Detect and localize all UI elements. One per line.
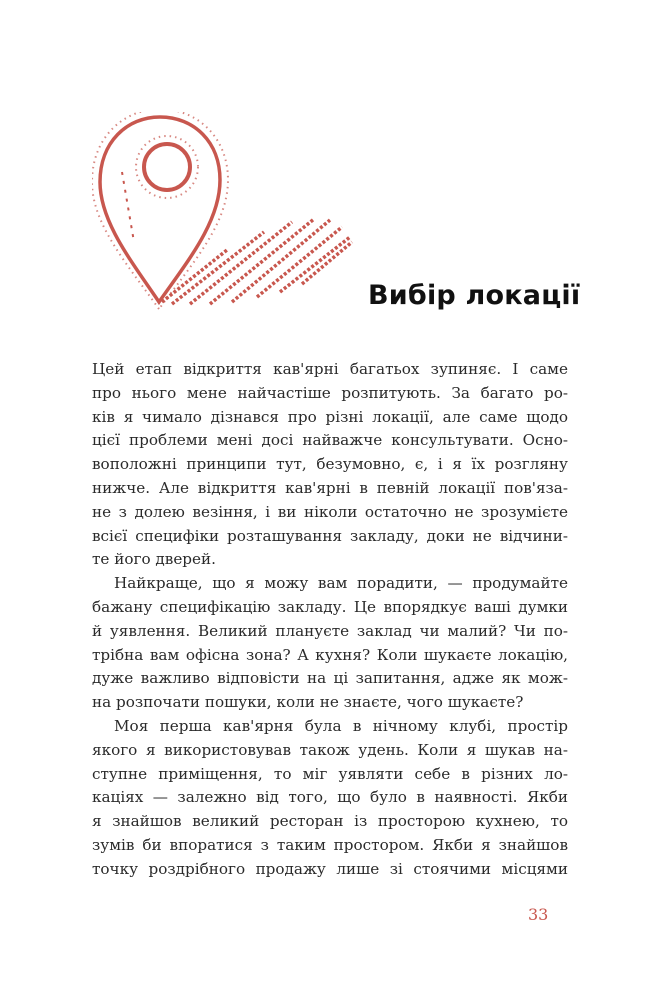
text-line: Моя перша кав'ярня була в нічному клубі, простір	[114, 716, 568, 735]
text-line: на розпочати пошуки, коли не знаєте, чого шукаєте?	[92, 693, 524, 712]
text-line: зумів би впоратися з таким простором. Якби я знайшов	[92, 835, 568, 854]
text-line: каціях — залежно від того, що було в наявності. Якби	[92, 788, 568, 807]
text-line: трібна вам офісна зона? А кухня? Коли шукаєте локацію,	[92, 645, 568, 664]
text-line: те його дверей.	[92, 550, 216, 569]
text-line: нижче. Але відкриття кав'ярні в певній локації пов'яза-	[92, 478, 568, 497]
text-line: й уявлення. Великий плануєте заклад чи малий? Чи по-	[92, 621, 568, 640]
text-line: я знайшов великий ресторан із просторою кухнею, то	[92, 812, 568, 831]
text-line: про нього мене найчастіше розпитують. За багато ро-	[92, 383, 568, 402]
text-line: бажану специфікацію закладу. Це впорядкує ваші думки	[92, 597, 568, 616]
map-pin-icon	[92, 112, 362, 312]
text-line: якого я використовував також удень. Коли я шукав на-	[92, 740, 568, 759]
text-line: ків я чимало дізнався про різні локації, але саме щодо	[92, 407, 568, 426]
page-number: 33	[528, 905, 549, 924]
text-line: ступне приміщення, то міг уявляти себе в різних ло-	[92, 764, 568, 783]
text-line: цієї проблеми мені досі найважче консультувати. Осно-	[92, 431, 568, 450]
text-line: Цей етап відкриття кав'ярні багатьох зупиняє. І саме	[92, 360, 568, 378]
text-line: точку роздрібного продажу лише зі стоячими місцями	[92, 859, 568, 878]
text-line: всієї специфіки розташування закладу, доки не відчини-	[92, 526, 568, 545]
text-line: не з долею везіння, і ви ніколи остаточно не зрозумієте	[92, 502, 568, 521]
text-line: Найкраще, що я можу вам порадити, — продумайте	[114, 574, 568, 593]
text-line: воположні принципи тут, безумовно, є, і я їх розгляну	[92, 455, 568, 474]
text-line: дуже важливо відповісти на ці запитання, адже як мож-	[92, 669, 568, 688]
chapter-title: Вибір локації	[368, 280, 581, 311]
body-text	[92, 358, 568, 882]
